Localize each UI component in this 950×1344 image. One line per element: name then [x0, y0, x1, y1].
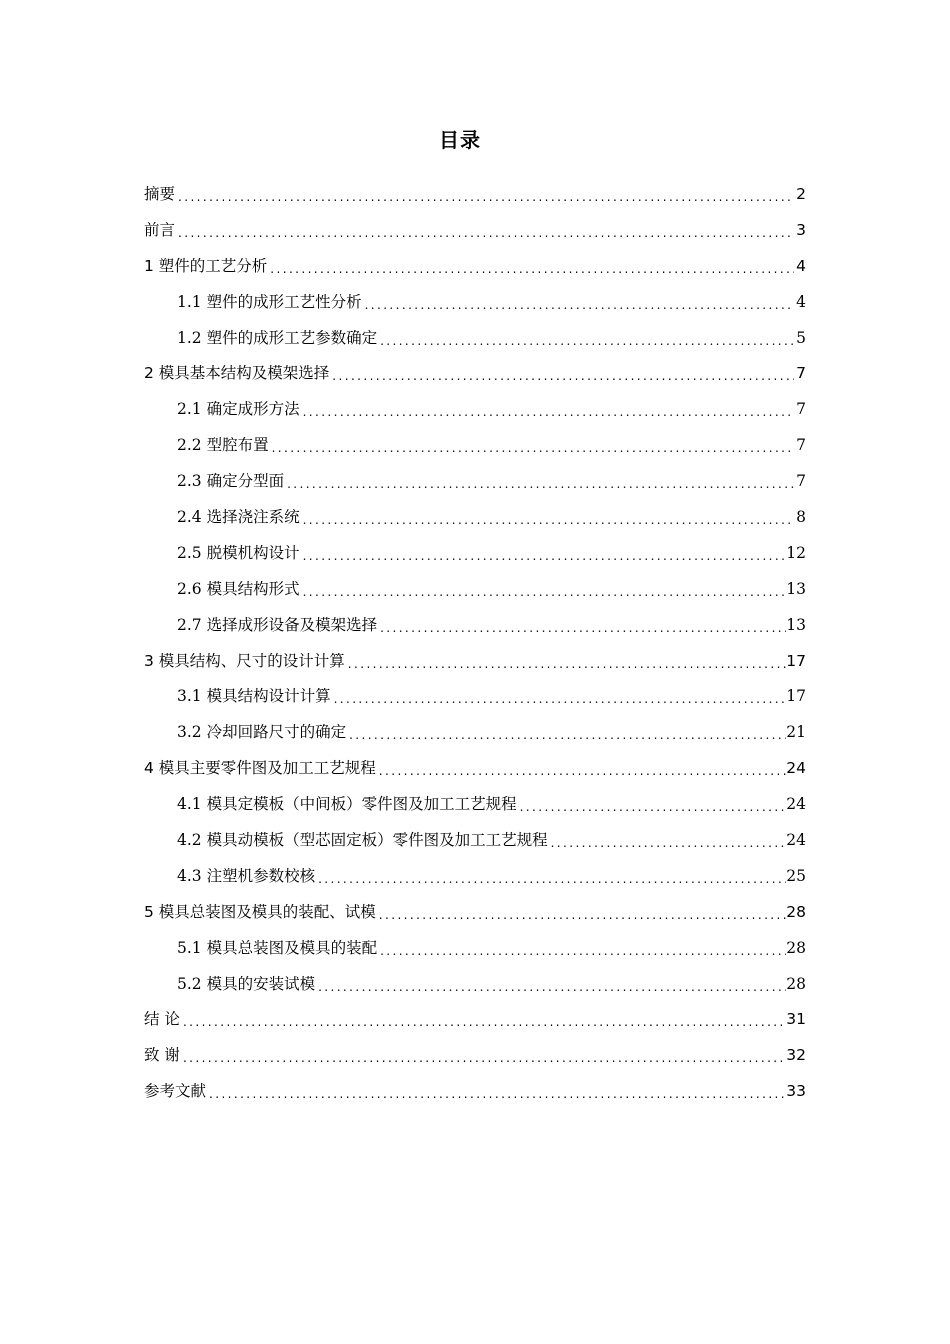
toc-entry[interactable]	[144, 1037, 806, 1073]
toc-entry[interactable]	[144, 1001, 806, 1037]
toc-leader-dots	[377, 941, 786, 961]
toc-entry[interactable]	[144, 750, 806, 786]
toc-entry-page-number: 24	[786, 759, 806, 778]
toc-entry-label: 5 模具总装图及模具的装配、试模	[144, 902, 376, 921]
toc-leader-dots	[329, 366, 794, 386]
toc-leader-dots	[300, 402, 794, 422]
toc-entry-label: 2.2 型腔布置	[177, 436, 269, 455]
toc-entry[interactable]	[144, 678, 806, 714]
toc-entry[interactable]	[144, 176, 806, 212]
toc-entry-page-number: 25	[786, 866, 806, 885]
toc-entry-page-number: 7	[796, 436, 806, 455]
toc-entry-label: 参考文献	[144, 1082, 207, 1101]
toc-entry-label: 2.1 确定成形方法	[177, 400, 300, 419]
toc-entry-page-number: 33	[786, 1082, 806, 1101]
toc-leader-dots	[300, 546, 787, 566]
toc-leader-dots	[206, 1084, 786, 1104]
toc-entry-page-number: 13	[786, 615, 806, 634]
toc-leader-dots	[180, 1048, 786, 1068]
toc-entry[interactable]	[144, 966, 806, 1002]
toc-entry[interactable]	[144, 643, 806, 679]
toc-entry-label: 4 模具主要零件图及加工工艺规程	[144, 759, 376, 778]
toc-leader-dots	[548, 833, 787, 853]
toc-entry-page-number: 12	[786, 543, 806, 562]
toc-entry[interactable]	[144, 858, 806, 894]
toc-entry-page-number: 28	[786, 902, 806, 921]
toc-entry-label: 2.3 确定分型面	[177, 472, 285, 491]
toc-entry[interactable]	[144, 607, 806, 643]
toc-entry-page-number: 31	[786, 1010, 806, 1029]
toc-leader-dots	[175, 187, 794, 207]
toc-entry-page-number: 28	[786, 974, 806, 993]
toc-entry-label: 1.2 塑件的成形工艺参数确定	[177, 328, 378, 347]
toc-entry[interactable]	[144, 822, 806, 858]
toc-leader-dots	[175, 223, 794, 243]
toc-entry-label: 4.3 注塑机参数校核	[177, 866, 316, 885]
toc-entry[interactable]	[144, 463, 806, 499]
toc-entry[interactable]	[144, 427, 806, 463]
toc-entry-label: 4.2 模具动模板（型芯固定板）零件图及加工工艺规程	[177, 830, 548, 849]
toc-entry-label: 致 谢	[144, 1046, 180, 1065]
toc-entry-label: 前言	[144, 220, 176, 239]
toc-leader-dots	[345, 654, 786, 674]
toc-entry[interactable]	[144, 355, 806, 391]
toc-entry-page-number: 21	[786, 723, 806, 742]
toc-entry-label: 3.1 模具结构设计计算	[177, 687, 331, 706]
toc-entry-page-number: 5	[796, 328, 806, 347]
toc-leader-dots	[331, 689, 787, 709]
toc-entry[interactable]	[144, 714, 806, 750]
toc-entry-label: 结 论	[144, 1010, 180, 1029]
toc-leader-dots	[346, 725, 786, 745]
toc-entry[interactable]	[144, 212, 806, 248]
toc-entry-label: 5.2 模具的安装试模	[177, 974, 316, 993]
toc-entry[interactable]	[144, 320, 806, 356]
toc-entry[interactable]	[144, 786, 806, 822]
toc-leader-dots	[377, 331, 794, 351]
toc-entry-label: 1 塑件的工艺分析	[144, 256, 268, 275]
toc-entry-page-number: 17	[786, 687, 806, 706]
toc-leader-dots	[315, 977, 786, 997]
toc-leader-dots	[180, 1012, 786, 1032]
toc-entry[interactable]	[144, 930, 806, 966]
toc-entry[interactable]	[144, 499, 806, 535]
toc-entry-page-number: 4	[796, 256, 806, 275]
toc-leader-dots	[376, 761, 786, 781]
toc-entry-label: 1.1 塑件的成形工艺性分析	[177, 292, 362, 311]
toc-entry-page-number: 24	[786, 795, 806, 814]
toc-entry[interactable]	[144, 535, 806, 571]
toc-entry-label: 摘要	[144, 184, 176, 203]
toc-leader-dots	[362, 295, 794, 315]
toc-entry-label: 2.6 模具结构形式	[177, 579, 300, 598]
toc-entry[interactable]	[144, 571, 806, 607]
toc-leader-dots	[269, 438, 794, 458]
toc-entry[interactable]	[144, 1073, 806, 1109]
toc-leader-dots	[300, 510, 794, 530]
toc-entry-label: 2 模具基本结构及模架选择	[144, 364, 330, 383]
toc-entry-label: 2.4 选择浇注系统	[177, 507, 300, 526]
page-title: 目录	[439, 128, 481, 152]
toc-entry-label: 2.7 选择成形设备及模架选择	[177, 615, 378, 634]
toc-leader-dots	[376, 905, 786, 925]
toc-entry[interactable]	[144, 248, 806, 284]
toc-leader-dots	[517, 797, 787, 817]
toc-leader-dots	[377, 618, 786, 638]
toc-entry-page-number: 32	[786, 1046, 806, 1065]
toc-entry[interactable]	[144, 894, 806, 930]
toc-entry-page-number: 8	[796, 507, 806, 526]
toc-leader-dots	[315, 869, 786, 889]
toc-entry-label: 2.5 脱模机构设计	[177, 543, 300, 562]
toc-entry-page-number: 2	[796, 184, 806, 203]
toc-entry-page-number: 3	[796, 220, 806, 239]
toc-entry-label: 3.2 冷却回路尺寸的确定	[177, 723, 347, 742]
toc-leader-dots	[300, 582, 787, 602]
toc-leader-dots	[267, 259, 794, 279]
toc-entry-page-number: 17	[786, 651, 806, 670]
toc-entry-page-number: 7	[796, 364, 806, 383]
toc-entry-page-number: 7	[796, 400, 806, 419]
toc-entry[interactable]	[144, 284, 806, 320]
toc-leader-dots	[284, 474, 794, 494]
toc-entry-label: 4.1 模具定模板（中间板）零件图及加工工艺规程	[177, 795, 517, 814]
toc-entry-page-number: 4	[796, 292, 806, 311]
toc-entry-page-number: 24	[786, 830, 806, 849]
toc-entry[interactable]	[144, 391, 806, 427]
toc-entry-page-number: 13	[786, 579, 806, 598]
toc-entry-page-number: 7	[796, 472, 806, 491]
toc-entry-label: 3 模具结构、尺寸的设计计算	[144, 651, 345, 670]
toc-entry-label: 5.1 模具总装图及模具的装配	[177, 938, 378, 957]
table-of-contents	[144, 176, 806, 1109]
toc-entry-page-number: 28	[786, 938, 806, 957]
